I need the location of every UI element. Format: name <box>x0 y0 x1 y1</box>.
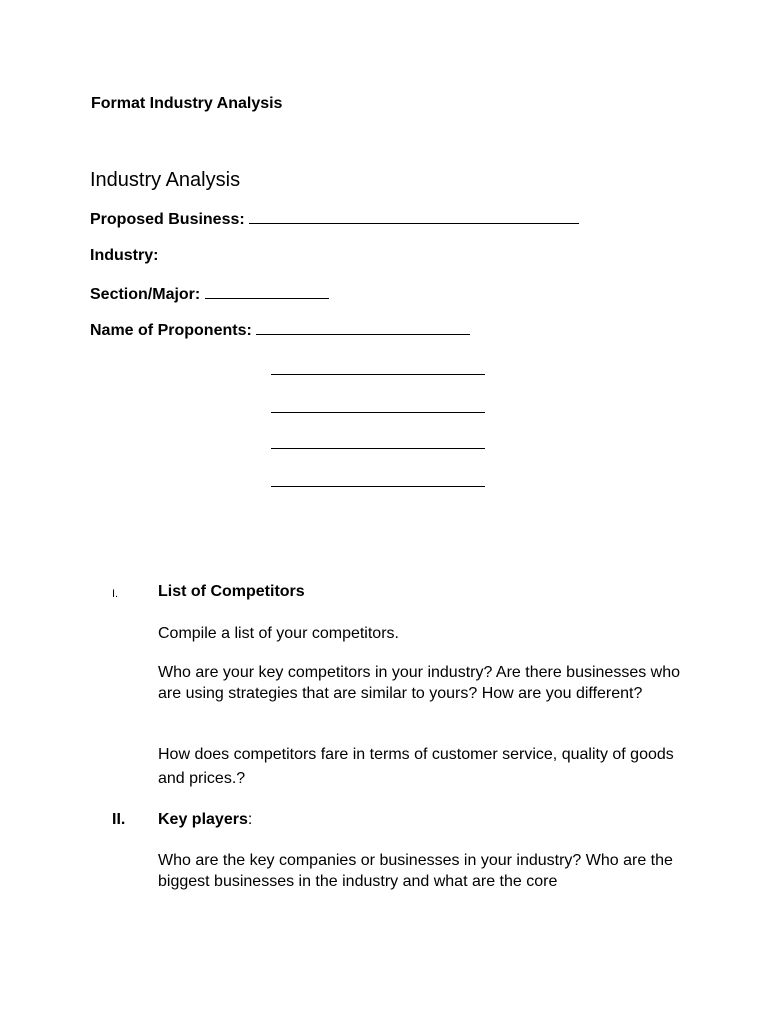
proponent-blank-5[interactable] <box>271 471 485 487</box>
proposed-business-row <box>90 208 579 230</box>
section-1-paragraph-3: How does competitors fare in terms of customer service, quality of goods and prices.? <box>158 746 674 787</box>
format-title: Format Industry Analysis <box>91 95 283 112</box>
section-major-blank[interactable] <box>205 283 329 299</box>
section-2-numeral: II. <box>112 811 126 828</box>
industry-label: Industry: <box>90 247 159 264</box>
section-major-row <box>90 283 329 305</box>
proponent-blank-1[interactable] <box>256 319 470 335</box>
main-heading: Industry Analysis <box>90 169 241 191</box>
proponents-row <box>90 319 470 341</box>
section-1-paragraph-1: Compile a list of your competitors. <box>158 625 399 642</box>
section-major-label: Section/Major: <box>90 286 201 303</box>
proponent-blank-4[interactable] <box>271 433 485 449</box>
proponents-label: Name of Proponents: <box>90 322 252 339</box>
section-2-paragraph-1: Who are the key companies or businesses in your industry? Who are the biggest businesses in the industry and what are the core <box>158 852 673 890</box>
section-2-title: Key players <box>158 811 248 828</box>
proponent-blank-3[interactable] <box>271 397 485 413</box>
section-1-numeral: I. <box>112 588 119 600</box>
section-1-title: List of Competitors <box>158 583 305 600</box>
section-1-paragraph-2: Who are your key competitors in your industry? Are there businesses who are using strategies that are similar to yours? How are you different? <box>158 664 681 702</box>
section-2-title-suffix: : <box>247 811 253 828</box>
proponent-blank-2[interactable] <box>271 359 485 375</box>
proposed-business-blank[interactable] <box>249 208 579 224</box>
proposed-business-label: Proposed Business: <box>90 211 245 228</box>
section-2-title-row <box>158 810 252 830</box>
